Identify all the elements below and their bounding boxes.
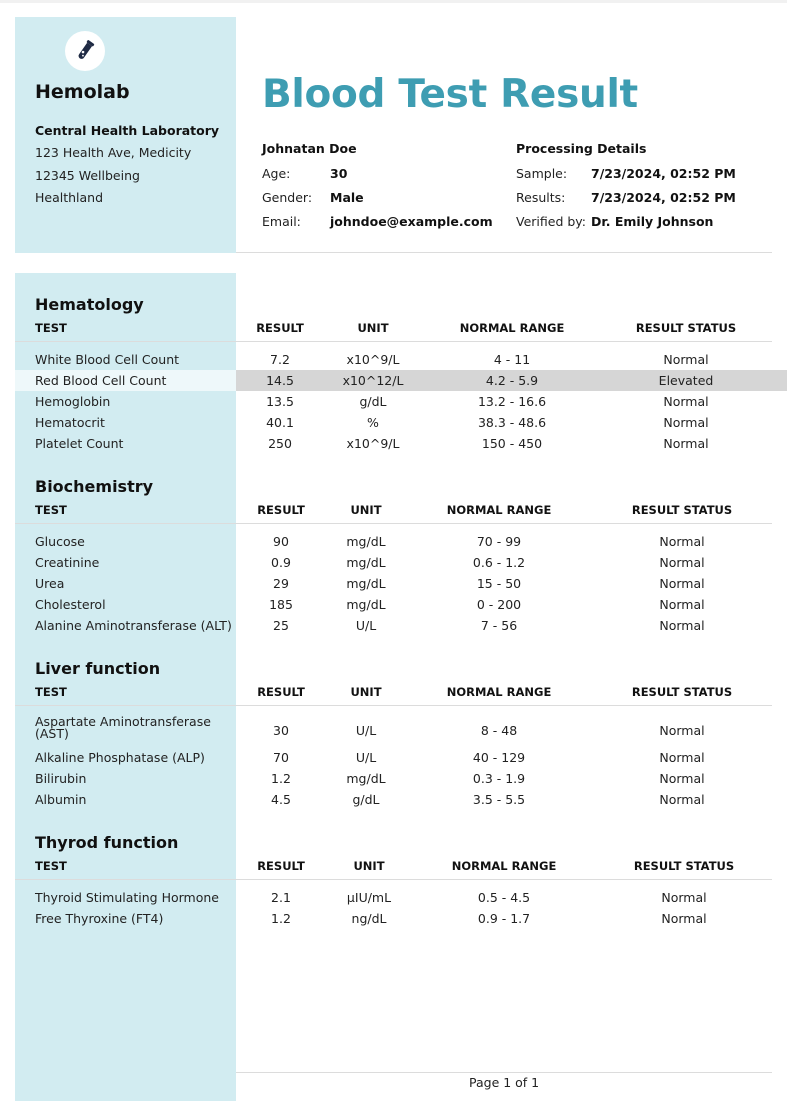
gender-label: Gender:: [262, 190, 313, 205]
test-name: Urea: [35, 576, 65, 591]
test-name: Red Blood Cell Count: [35, 373, 167, 388]
range-value: 40 - 129: [472, 750, 526, 765]
table-row: [15, 531, 772, 552]
lab-subtitle: Central Health Laboratory: [35, 123, 220, 138]
table-row: [15, 552, 772, 573]
range-value: 3.5 - 5.5: [472, 792, 526, 807]
col-header-test: TEST: [35, 321, 67, 335]
unit-value: x10^12/L: [342, 373, 404, 388]
unit-value: g/dL: [359, 394, 387, 409]
test-name: Creatinine: [35, 555, 100, 570]
col-header-range: NORMAL RANGE: [446, 503, 552, 517]
table-row: [15, 747, 772, 768]
results-value: 7/23/2024, 02:52 PM: [591, 190, 736, 205]
table-row: [15, 412, 772, 433]
result-value: 1.2: [271, 771, 291, 786]
section-divider: [15, 341, 772, 342]
email-value: johndoe@example.com: [330, 214, 493, 229]
age-value: 30: [330, 166, 348, 181]
section-title: Liver function: [35, 659, 161, 678]
range-value: 0.6 - 1.2: [472, 555, 526, 570]
col-header-result: RESULT: [257, 503, 305, 517]
results-label: Results:: [516, 190, 566, 205]
section-divider: [15, 705, 772, 706]
col-header-test: TEST: [35, 859, 67, 873]
table-row: [15, 391, 772, 412]
col-header-range: NORMAL RANGE: [451, 859, 557, 873]
test-name: Glucose: [35, 534, 85, 549]
result-value: 0.9: [271, 555, 291, 570]
table-row: [15, 716, 772, 746]
table-row: [15, 573, 772, 594]
result-value: 4.5: [271, 792, 291, 807]
unit-value: mg/dL: [346, 771, 386, 786]
test-name: Free Thyroxine (FT4): [35, 911, 164, 926]
status-value: Normal: [659, 750, 705, 765]
section-divider: [15, 879, 772, 880]
lab-name: Hemolab: [35, 81, 130, 103]
col-header-result: RESULT: [257, 859, 305, 873]
table-row: [15, 768, 772, 789]
table-row: [15, 908, 772, 929]
col-header-status: RESULT STATUS: [631, 685, 733, 699]
test-name: Thyroid Stimulating Hormone: [35, 890, 219, 905]
status-value: Normal: [659, 618, 705, 633]
status-value: Elevated: [658, 373, 714, 388]
unit-value: U/L: [355, 618, 377, 633]
range-value: 4 - 11: [493, 352, 531, 367]
unit-value: ng/dL: [351, 911, 387, 926]
table-row: [15, 789, 772, 810]
range-value: 38.3 - 48.6: [477, 415, 547, 430]
status-value: Normal: [659, 792, 705, 807]
status-value: Normal: [659, 555, 705, 570]
result-value: 1.2: [271, 911, 291, 926]
status-value: Normal: [661, 911, 707, 926]
unit-value: mg/dL: [346, 534, 386, 549]
status-value: Normal: [663, 415, 709, 430]
table-row-highlighted: [15, 370, 772, 391]
col-header-status: RESULT STATUS: [635, 321, 737, 335]
test-name: Alanine Aminotransferase (ALT): [35, 618, 232, 633]
sample-label: Sample:: [516, 166, 568, 181]
section-title: Thyrod function: [35, 833, 179, 852]
lab-info-panel: [15, 17, 236, 253]
unit-value: mg/dL: [346, 597, 386, 612]
table-row: [15, 594, 772, 615]
status-value: Normal: [659, 723, 705, 738]
gender-value: Male: [330, 190, 364, 205]
top-rule: [0, 0, 787, 3]
status-value: Normal: [663, 352, 709, 367]
result-value: 29: [273, 576, 289, 591]
sample-value: 7/23/2024, 02:52 PM: [591, 166, 736, 181]
status-value: Normal: [663, 436, 709, 451]
lab-address-line: Healthland: [35, 190, 104, 205]
age-label: Age:: [262, 166, 291, 181]
col-header-test: TEST: [35, 685, 67, 699]
range-value: 0 - 200: [476, 597, 522, 612]
section-divider: [15, 523, 772, 524]
range-value: 0.5 - 4.5: [477, 890, 531, 905]
result-value: 14.5: [266, 373, 294, 388]
processing-title: Processing Details: [516, 141, 647, 156]
result-value: 7.2: [270, 352, 290, 367]
table-row: [15, 349, 772, 370]
page-number: Page 1 of 1: [469, 1075, 540, 1090]
page-title: Blood Test Result: [262, 72, 638, 117]
table-row: [15, 887, 772, 908]
result-value: 70: [273, 750, 289, 765]
status-value: Normal: [659, 597, 705, 612]
col-header-unit: UNIT: [350, 503, 382, 517]
range-value: 150 - 450: [481, 436, 543, 451]
range-value: 70 - 99: [476, 534, 522, 549]
test-tube-icon: [65, 31, 105, 71]
result-value: 250: [268, 436, 292, 451]
table-row: [15, 433, 772, 454]
unit-value: g/dL: [352, 792, 380, 807]
range-value: 15 - 50: [476, 576, 522, 591]
col-header-result: RESULT: [257, 685, 305, 699]
unit-value: U/L: [355, 723, 377, 738]
lab-address-line: 12345 Wellbeing: [35, 168, 140, 183]
status-value: Normal: [659, 771, 705, 786]
col-header-status: RESULT STATUS: [631, 503, 733, 517]
test-name: Hemoglobin: [35, 394, 111, 409]
range-value: 0.9 - 1.7: [477, 911, 531, 926]
table-row: [15, 615, 772, 636]
status-value: Normal: [659, 576, 705, 591]
patient-name: Johnatan Doe: [262, 141, 357, 156]
test-name: Hematocrit: [35, 415, 105, 430]
unit-value: mg/dL: [346, 555, 386, 570]
result-value: 2.1: [271, 890, 291, 905]
range-value: 7 - 56: [480, 618, 518, 633]
verified-value: Dr. Emily Johnson: [591, 214, 714, 229]
col-header-range: NORMAL RANGE: [459, 321, 565, 335]
status-value: Normal: [661, 890, 707, 905]
test-name: White Blood Cell Count: [35, 352, 180, 367]
col-header-unit: UNIT: [353, 859, 385, 873]
test-name: Albumin: [35, 792, 87, 807]
header-divider: [236, 252, 772, 253]
range-value: 8 - 48: [480, 723, 518, 738]
unit-value: %: [367, 415, 379, 430]
col-header-range: NORMAL RANGE: [446, 685, 552, 699]
result-value: 90: [273, 534, 289, 549]
status-value: Normal: [659, 534, 705, 549]
email-label: Email:: [262, 214, 301, 229]
footer-divider: [236, 1072, 772, 1073]
col-header-result: RESULT: [256, 321, 304, 335]
col-header-unit: UNIT: [350, 685, 382, 699]
test-name: Bilirubin: [35, 771, 87, 786]
section-title: Hematology: [35, 295, 144, 314]
test-name: Aspartate Aminotransferase (AST): [35, 714, 211, 741]
lab-address-line: 123 Health Ave, Medicity: [35, 145, 192, 160]
result-value: 25: [273, 618, 289, 633]
unit-value: U/L: [355, 750, 377, 765]
unit-value: mg/dL: [346, 576, 386, 591]
unit-value: x10^9/L: [346, 352, 400, 367]
verified-label: Verified by:: [516, 214, 586, 229]
unit-value: µIU/mL: [346, 890, 392, 905]
test-name: Alkaline Phosphatase (ALP): [35, 750, 205, 765]
range-value: 4.2 - 5.9: [485, 373, 539, 388]
test-name: Platelet Count: [35, 436, 124, 451]
col-header-status: RESULT STATUS: [633, 859, 735, 873]
result-value: 185: [269, 597, 293, 612]
section-title: Biochemistry: [35, 477, 154, 496]
test-name: Cholesterol: [35, 597, 106, 612]
range-value: 13.2 - 16.6: [477, 394, 547, 409]
col-header-unit: UNIT: [357, 321, 389, 335]
col-header-test: TEST: [35, 503, 67, 517]
result-value: 30: [273, 723, 289, 738]
result-value: 40.1: [266, 415, 294, 430]
result-value: 13.5: [266, 394, 294, 409]
range-value: 0.3 - 1.9: [472, 771, 526, 786]
unit-value: x10^9/L: [346, 436, 400, 451]
status-value: Normal: [663, 394, 709, 409]
